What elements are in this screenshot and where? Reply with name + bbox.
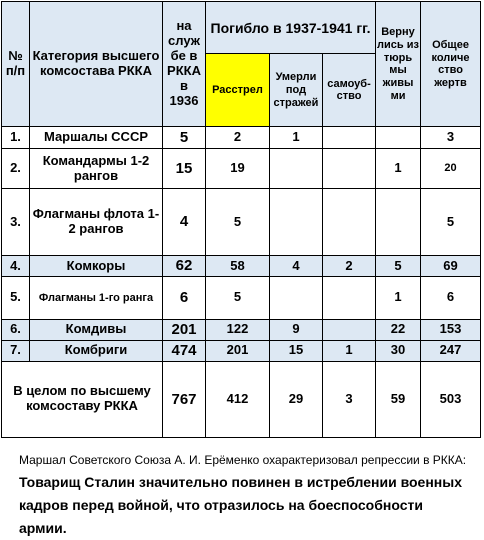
cell-shot: 19: [206, 149, 270, 189]
cell-died: 1: [270, 127, 323, 149]
cell-in-service: 62: [163, 256, 206, 277]
cell-in-service: 201: [163, 319, 206, 340]
cell-suicide: 2: [323, 256, 376, 277]
cell-total: 20: [421, 149, 481, 189]
cell-returned: [376, 127, 421, 149]
cell-total: 153: [421, 319, 481, 340]
header-shot: Расстрел: [206, 54, 270, 127]
table-row: [2, 189, 481, 256]
row-num: 2.: [2, 149, 30, 189]
table-row: [2, 276, 481, 319]
total-total: 503: [421, 361, 481, 437]
cell-suicide: [323, 276, 376, 319]
total-row: [2, 361, 481, 437]
header-died: Умерли под стражей: [270, 54, 323, 127]
cell-died: 4: [270, 256, 323, 277]
row-category: Маршалы СССР: [30, 127, 163, 149]
cell-total: 5: [421, 189, 481, 256]
row-num: 4.: [2, 256, 30, 277]
cell-suicide: 1: [323, 340, 376, 361]
cell-total: 3: [421, 127, 481, 149]
cell-shot: 5: [206, 189, 270, 256]
cell-in-service: 5: [163, 127, 206, 149]
header-in-service: на служ бе в РККА в 1936: [163, 2, 206, 127]
cell-total: 6: [421, 276, 481, 319]
caption-quote: Товарищ Сталин значительно повинен в истреблении военных кадров перед войной, что отразилось на боеспособности армии.: [19, 474, 462, 536]
cell-returned: 1: [376, 149, 421, 189]
cell-in-service: 4: [163, 189, 206, 256]
cell-died: [270, 189, 323, 256]
row-num: 6.: [2, 319, 30, 340]
total-label: В целом по высшему комсоставу РККА: [2, 361, 163, 437]
table-row: [2, 319, 481, 340]
row-category: Комдивы: [30, 319, 163, 340]
row-category: Командармы 1-2 рангов: [30, 149, 163, 189]
cell-returned: 22: [376, 319, 421, 340]
row-category: Комбриги: [30, 340, 163, 361]
header-num: № п/п: [2, 2, 30, 127]
cell-shot: 2: [206, 127, 270, 149]
header-killed: Погибло в 1937-1941 гг.: [206, 2, 376, 54]
cell-total: 247: [421, 340, 481, 361]
caption: [19, 449, 469, 540]
total-suicide: 3: [323, 361, 376, 437]
cell-suicide: [323, 127, 376, 149]
row-num: 7.: [2, 340, 30, 361]
caption-intro: Маршал Советского Союза А. И. Ерёменко охарактеризовал репрессии в РККА:: [19, 453, 467, 467]
row-num: 1.: [2, 127, 30, 149]
total-shot: 412: [206, 361, 270, 437]
cell-in-service: 15: [163, 149, 206, 189]
row-category: Флагманы 1-го ранга: [30, 276, 163, 319]
row-num: 3.: [2, 189, 30, 256]
header-suicide: самоуб- ство: [323, 54, 376, 127]
total-died: 29: [270, 361, 323, 437]
cell-returned: 30: [376, 340, 421, 361]
header-total: Общее количе ство жертв: [421, 2, 481, 127]
repression-table: [1, 1, 481, 438]
cell-in-service: 6: [163, 276, 206, 319]
cell-died: 15: [270, 340, 323, 361]
total-returned: 59: [376, 361, 421, 437]
header-category: Категория высшего комсостава РККА: [30, 2, 163, 127]
row-category: Комкоры: [30, 256, 163, 277]
row-num: 5.: [2, 276, 30, 319]
cell-total: 69: [421, 256, 481, 277]
total-in-service: 767: [163, 361, 206, 437]
table-row: [2, 256, 481, 277]
cell-shot: 122: [206, 319, 270, 340]
cell-died: 9: [270, 319, 323, 340]
table-row: [2, 149, 481, 189]
cell-died: [270, 149, 323, 189]
table-row: [2, 127, 481, 149]
cell-returned: [376, 189, 421, 256]
cell-died: [270, 276, 323, 319]
cell-suicide: [323, 189, 376, 256]
cell-shot: 58: [206, 256, 270, 277]
cell-in-service: 474: [163, 340, 206, 361]
cell-returned: 5: [376, 256, 421, 277]
cell-suicide: [323, 319, 376, 340]
cell-shot: 5: [206, 276, 270, 319]
row-category: Флагманы флота 1-2 рангов: [30, 189, 163, 256]
cell-shot: 201: [206, 340, 270, 361]
cell-suicide: [323, 149, 376, 189]
table-row: [2, 340, 481, 361]
cell-returned: 1: [376, 276, 421, 319]
header-returned: Верну лись из тюрь мы живы ми: [376, 2, 421, 127]
